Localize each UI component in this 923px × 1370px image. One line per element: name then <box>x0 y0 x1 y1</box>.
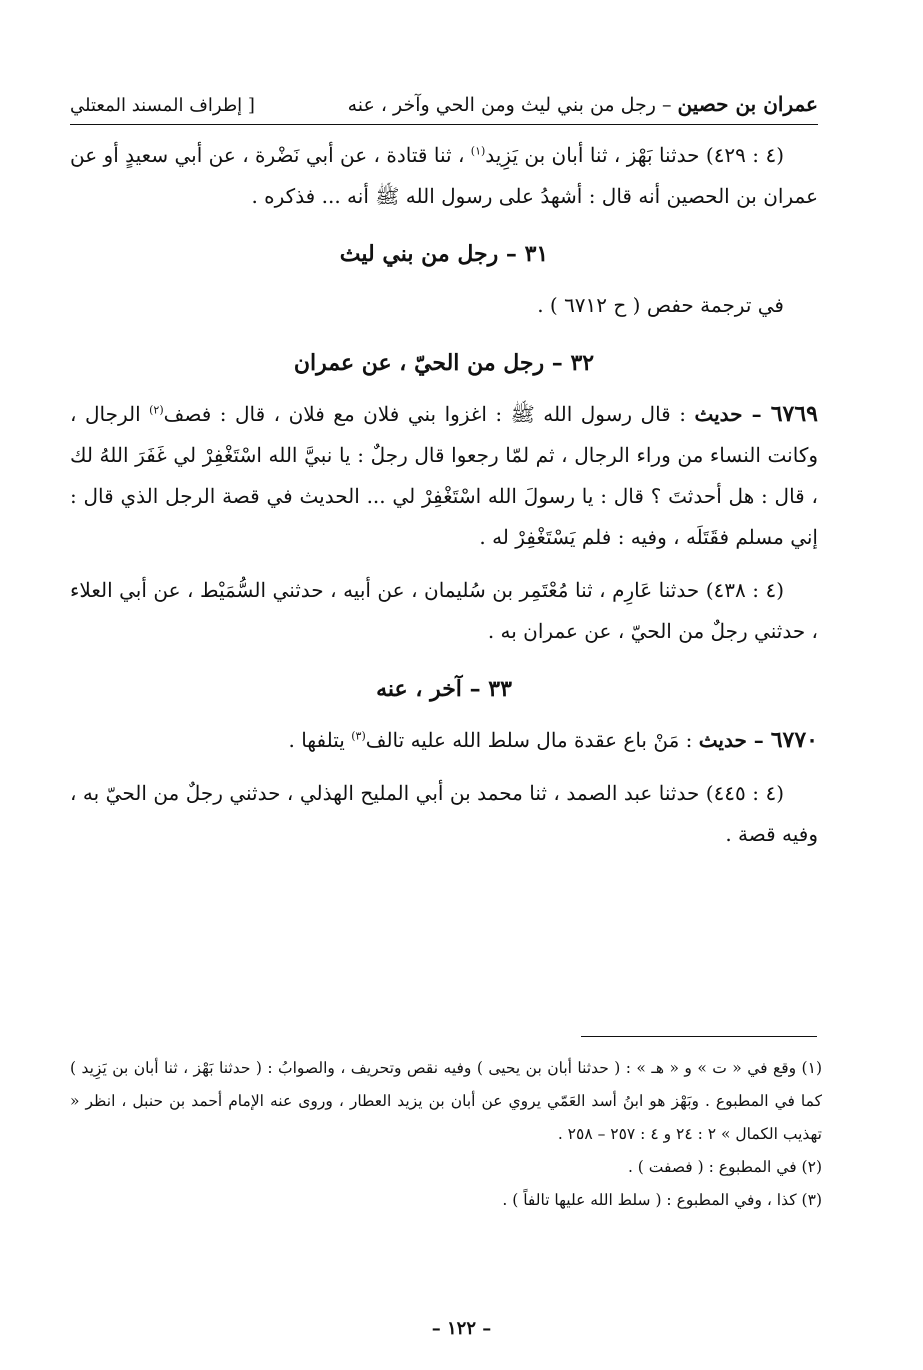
header-subtitle: – رجل من بني ليث ومن الحي وآخر ، عنه <box>347 94 678 116</box>
page-number: – ١٢٢ – <box>431 1318 492 1339</box>
hadith-6770-text-a: : مَنْ باع عقدة مال سلط الله عليه تالف <box>365 728 699 752</box>
running-header <box>70 92 818 125</box>
page-body <box>70 92 818 855</box>
footnotes <box>70 1052 822 1217</box>
hadith-6770-text-b: يتلفها . <box>288 728 352 752</box>
header-title <box>348 92 818 116</box>
footnote-ref-1: (١) <box>470 144 486 158</box>
footnote-ref-3: (٣) <box>351 729 366 743</box>
hadith-6769-text-b: الرجال ، وكانت النساء من وراء الرجال ، ثم لمّا رجعوا قال رجلٌ : يا نبيَّ الله اسْتَغْفِرْ لي غَفَرَ اللهُ لك ، قال : هل أحدثتَ ؟ قال : يا رسولَ الله اسْتَغْفِرْ لي ... الحديث في قصة الرجل الذي قال : إني مسلم فقَتَلَه ، وفيه : فلم يَسْتَغْفِرْ له . <box>70 402 818 549</box>
paragraph-429 <box>70 135 818 217</box>
footnote-ref-2: (٢) <box>149 403 164 417</box>
section-31-title: ٣١ – رجل من بني ليث <box>339 241 549 267</box>
hadith-6769 <box>70 394 818 558</box>
section-31-text: في ترجمة حفص ( ح ٦٧١٢ ) . <box>537 293 784 317</box>
paragraph-429-text-a: (٤ : ٤٢٩) حدثنا بَهْز ، ثنا أبان بن يَزِيد <box>485 143 784 167</box>
paragraph-438: (٤ : ٤٣٨) حدثنا عَارِم ، ثنا مُعْتَمِر بن سُليمان ، عن أبيه ، حدثني السُّمَيْط ، عن أبي العلاء ، حدثني رجلٌ من الحيّ ، عن عمران به . <box>70 578 818 643</box>
header-book-title: [ إطراف المسند المعتلي <box>70 95 255 116</box>
hadith-6769-number: ٦٧٦٩ <box>770 401 818 427</box>
footnote-1: (١) وقع في « ت » و « هـ » : ( حدثنا أبان بن يحيى ) وفيه نقص وتحريف ، والصوابُ : ( حدثنا بَهْز ، ثنا أبان بن يَزِيد ) كما في المطبوع . وبَهْز هو ابنُ أسد العَمّي يروي عن أبان بن يزيد العطار ، وروى عنه الإمام أحمد بن حنبل ، انظر « تهذيب الكمال » ٢ : ٢٤ و ٤ : ٢٥٧ – ٢٥٨ . <box>70 1059 822 1143</box>
section-33-title: ٣٣ – آخر ، عنه <box>376 676 512 702</box>
paragraph-445: (٤ : ٤٤٥) حدثنا عبد الصمد ، ثنا محمد بن أبي المليح الهذلي ، حدثني رجلٌ من الحيّ به ، وفيه قصة . <box>70 781 818 846</box>
paragraph-429-text-b: ، ثنا قتادة ، عن أبي نَضْرة ، عن أبي سعيدٍ أو عن عمران بن الحصين أنه قال : أشهدُ على رسول الله ﷺ أنه ... فذكره . <box>70 143 818 208</box>
footnote-2: (٢) في المطبوع : ( فصفت ) . <box>627 1158 822 1176</box>
header-name: عمران بن حصين <box>677 92 818 116</box>
section-32-title: ٣٢ – رجل من الحيّ ، عن عمران <box>293 350 595 376</box>
hadith-6770-tag: – حديث <box>698 728 771 752</box>
hadith-6769-text-a: : قال رسول الله ﷺ : اغزوا بني فلان مع فلان ، قال : فصف <box>163 402 695 426</box>
footnote-3: (٣) كذا ، وفي المطبوع : ( سلط الله عليها تالفاً ) . <box>502 1191 822 1209</box>
hadith-6770-number: ٦٧٧٠ <box>770 727 818 753</box>
footnote-divider <box>581 1036 817 1037</box>
hadith-6769-tag: – حديث <box>694 402 771 426</box>
hadith-6770 <box>70 720 818 761</box>
